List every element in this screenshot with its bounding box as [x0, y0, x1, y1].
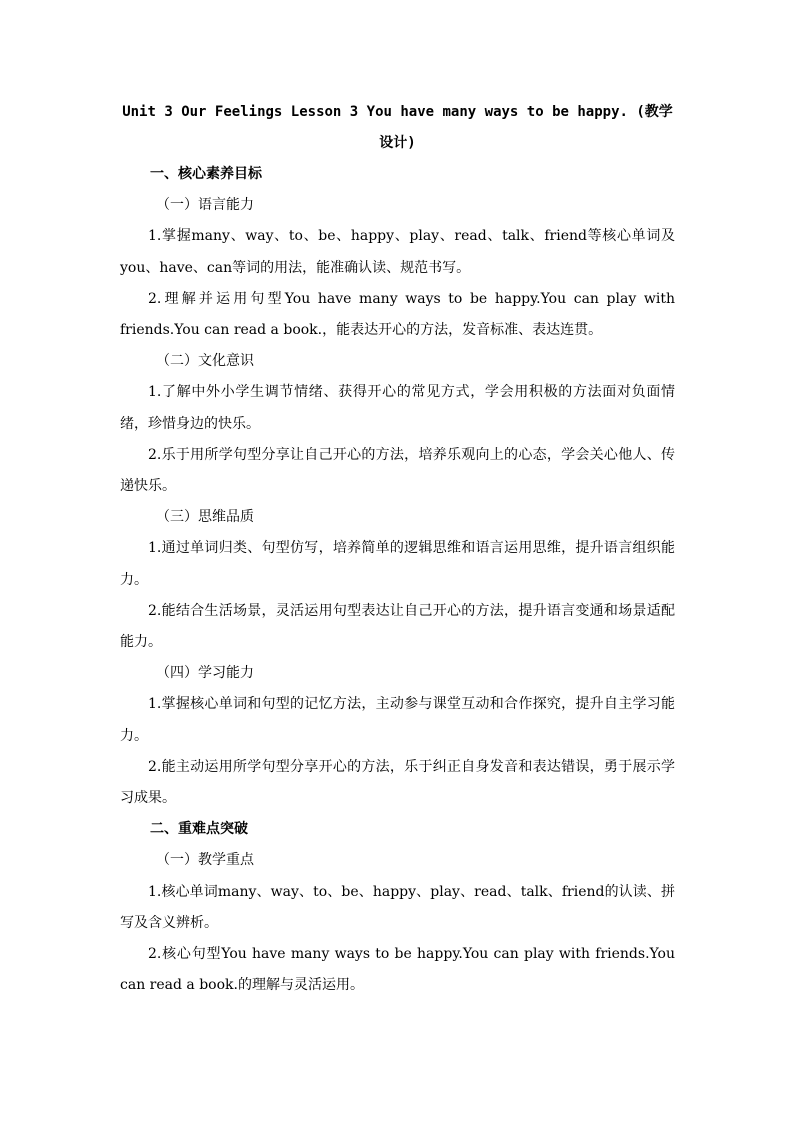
- paragraph: 1.了解中外小学生调节情绪、获得开心的常见方式，学会用积极的方法面对负面情绪，珍惜身边的快乐。: [120, 384, 675, 432]
- subsection-heading: （一）教学重点: [156, 852, 254, 869]
- paragraph: 2.能结合生活场景，灵活运用句型表达让自己开心的方法，提升语言变通和场景适配能力。: [120, 602, 675, 651]
- subsection-heading: （一）语言能力: [156, 197, 254, 214]
- paragraph: 1.核心单词many、way、to、be、happy、play、read、talk、friend的认读、拼写及含义辨析。: [120, 883, 675, 931]
- document-title: Unit 3 Our Feelings Lesson 3 You have many ways to be happy. (教学设计): [122, 104, 673, 151]
- paragraph: 2.理解并运用句型You have many ways to be happy.You can play with friends.You can read a book.，能表达开心的方法，发音标准、表达连贯。: [120, 290, 675, 339]
- paragraph: 2.乐于用所学句型分享让自己开心的方法，培养乐观向上的心态，学会关心他人、传递快乐。: [120, 446, 675, 495]
- section-heading: 二、重难点突破: [150, 821, 248, 838]
- subsection-heading: （三）思维品质: [156, 509, 254, 526]
- paragraph: 2.能主动运用所学句型分享开心的方法，乐于纠正自身发音和表达错误，勇于展示学习成果。: [120, 758, 675, 807]
- paragraph: 1.掌握many、way、to、be、happy、play、read、talk、friend等核心单词及you、have、can等词的用法，能准确认读、规范书写。: [120, 228, 675, 276]
- section-heading: 一、核心素养目标: [150, 166, 262, 182]
- paragraph: 2.核心句型You have many ways to be happy.You can play with friends.You can read a book.的理解与灵活运用。: [120, 946, 675, 994]
- paragraph: 1.通过单词归类、句型仿写，培养简单的逻辑思维和语言运用思维，提升语言组织能力。: [120, 540, 675, 588]
- document-body: [120, 97, 675, 1001]
- paragraph: 1.掌握核心单词和句型的记忆方法，主动参与课堂互动和合作探究，提升自主学习能力。: [120, 696, 675, 744]
- subsection-heading: （二）文化意识: [156, 353, 254, 370]
- subsection-heading: （四）学习能力: [156, 665, 254, 682]
